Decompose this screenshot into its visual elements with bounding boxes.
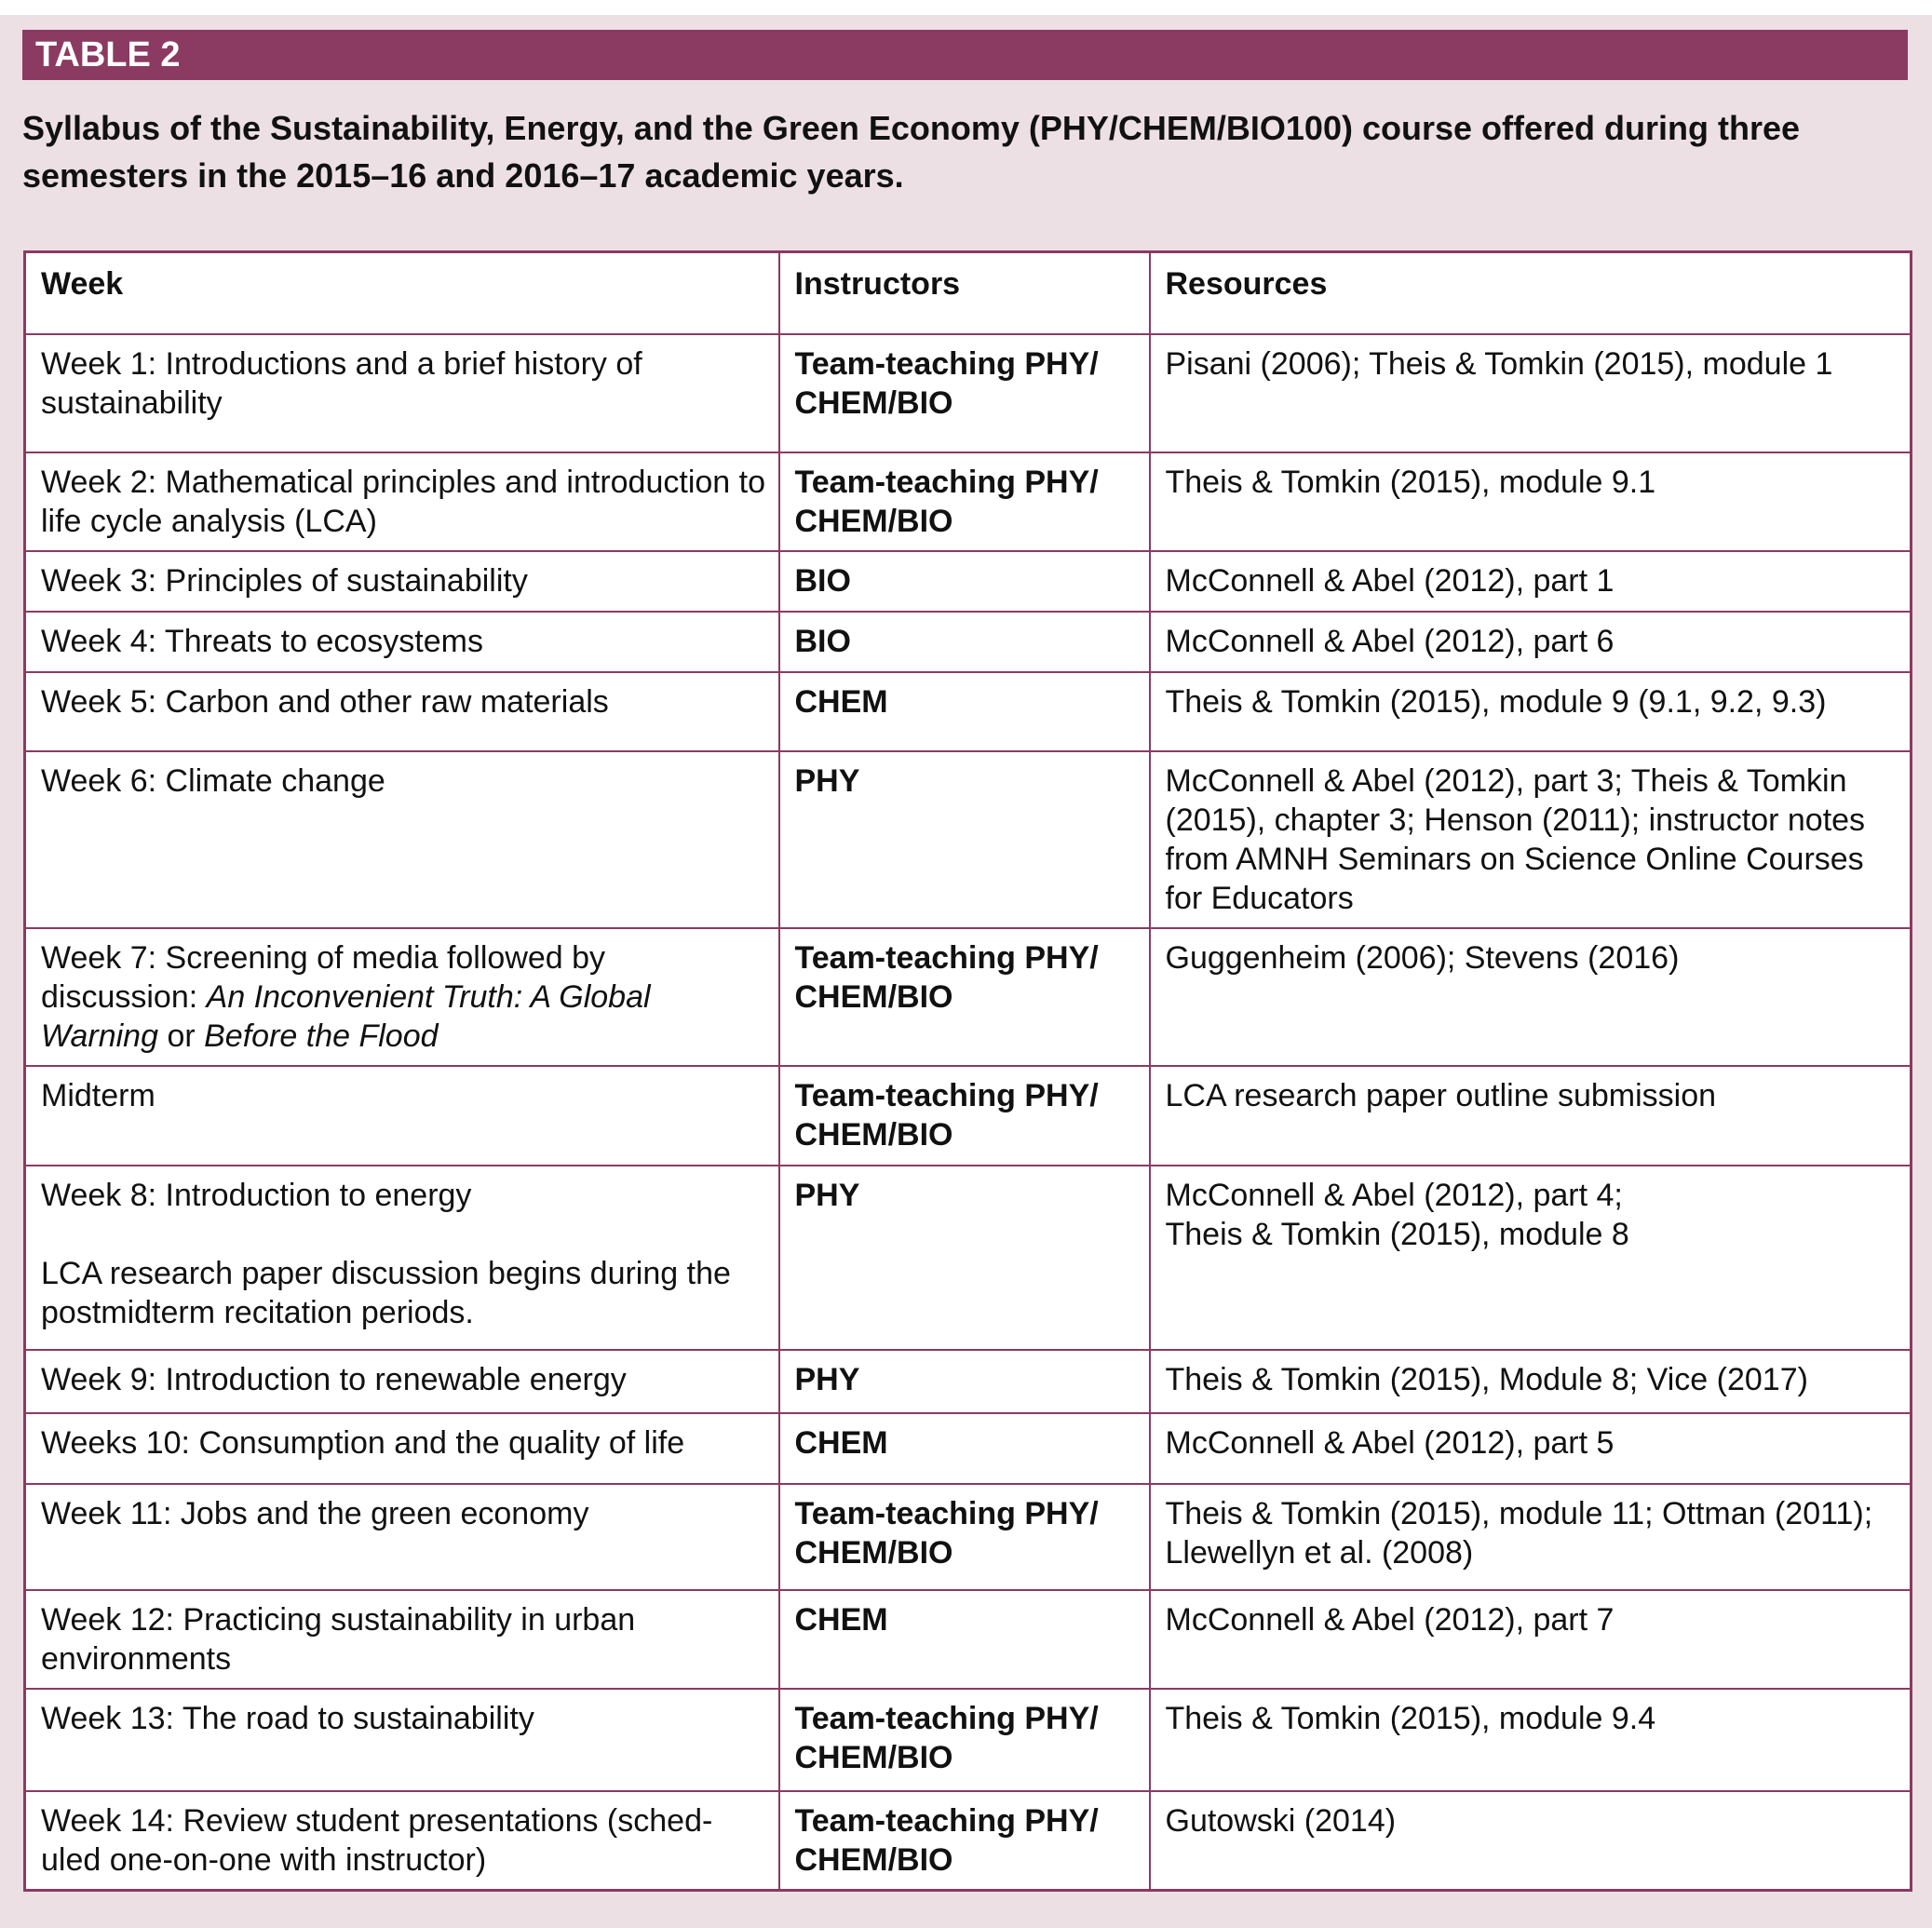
resources-cell: McConnell & Abel (2012), part 4; Theis & Tomkin (2015), module 8: [1150, 1166, 1912, 1350]
resources-cell: McConnell & Abel (2012), part 5: [1150, 1413, 1912, 1484]
resources-cell: Guggenheim (2006); Stevens (2016): [1150, 928, 1912, 1066]
table-row: [25, 612, 1912, 672]
resources-cell: Gutowski (2014): [1150, 1791, 1912, 1891]
table-row: [25, 751, 1912, 928]
week-cell: Week 9: Introduction to renewable energy: [25, 1350, 779, 1413]
week-cell: Week 3: Principles of sustainability: [25, 551, 779, 612]
week-cell: Week 12: Practicing sustainability in urban environments: [25, 1590, 779, 1689]
table-row: [25, 1350, 1912, 1413]
instructors-cell: Team-teaching PHY/ CHEM/BIO: [779, 1689, 1150, 1791]
table-row: [25, 1689, 1912, 1791]
table-row: [25, 551, 1912, 612]
table-row: [25, 1413, 1912, 1484]
instructors-cell: PHY: [779, 751, 1150, 928]
resources-cell: Theis & Tomkin (2015), module 9.4: [1150, 1689, 1912, 1791]
week-cell: Midterm: [25, 1066, 779, 1166]
table-caption: Syllabus of the Sustainability, Energy, and the Green Economy (PHY/CHEM/BIO100) course offered during three semesters in the 2015–16 and 2016–17 academic years.: [22, 109, 1801, 195]
resources-cell: McConnell & Abel (2012), part 3; Theis & Tomkin (2015), chapter 3; Henson (2011); instructor notes from AMNH Seminars on Science Online Courses for Educators: [1150, 751, 1912, 928]
resources-cell: Theis & Tomkin (2015), module 9.1: [1150, 452, 1912, 551]
week-cell: Week 11: Jobs and the green economy: [25, 1484, 779, 1590]
syllabus-table: [23, 250, 1912, 1892]
instructors-cell: BIO: [779, 551, 1150, 612]
week-cell: Weeks 10: Consumption and the quality of life: [25, 1413, 779, 1484]
instructors-cell: Team-teaching PHY/ CHEM/BIO: [779, 1484, 1150, 1590]
resources-cell: LCA research paper outline submission: [1150, 1066, 1912, 1166]
table-row: [25, 1066, 1912, 1166]
week-cell: Week 2: Mathematical principles and introduction to life cycle analysis (LCA): [25, 452, 779, 551]
week-cell: [25, 928, 779, 1066]
week-cell: Week 8: Introduction to energy LCA research paper discussion begins during the postmidterm recitation periods.: [25, 1166, 779, 1350]
resources-cell: Pisani (2006); Theis & Tomkin (2015), module 1: [1150, 334, 1912, 452]
instructors-cell: Team-teaching PHY/ CHEM/BIO: [779, 334, 1150, 452]
table-row: [25, 1484, 1912, 1590]
resources-cell: Theis & Tomkin (2015), Module 8; Vice (2017): [1150, 1350, 1912, 1413]
header-instructors: Instructors: [779, 252, 1150, 335]
table-row: [25, 452, 1912, 551]
resources-cell: McConnell & Abel (2012), part 1: [1150, 551, 1912, 612]
table-label: TABLE 2: [22, 30, 1908, 80]
instructors-cell: Team-teaching PHY/ CHEM/BIO: [779, 1791, 1150, 1891]
week-cell: Week 14: Review student presentations (sched-uled one-on-one with instructor): [25, 1791, 779, 1891]
header-row: [25, 252, 1912, 335]
week-cell: Week 13: The road to sustainability: [25, 1689, 779, 1791]
instructors-cell: PHY: [779, 1166, 1150, 1350]
week-text: or: [158, 1018, 205, 1054]
week-text: Week 7: Screening of media followed by discussion:: [41, 940, 606, 1015]
week-cell: Week 4: Threats to ecosystems: [25, 612, 779, 672]
resources-cell: Theis & Tomkin (2015), module 9 (9.1, 9.2, 9.3): [1150, 672, 1912, 751]
week-cell: Week 5: Carbon and other raw materials: [25, 672, 779, 751]
table-row: [25, 928, 1912, 1066]
resources-cell: Theis & Tomkin (2015), module 11; Ottman (2011); Llewellyn et al. (2008): [1150, 1484, 1912, 1590]
instructors-cell: PHY: [779, 1350, 1150, 1413]
instructors-cell: CHEM: [779, 1413, 1150, 1484]
week-cell: Week 1: Introductions and a brief history of sustainability: [25, 334, 779, 452]
instructors-cell: CHEM: [779, 672, 1150, 751]
instructors-cell: Team-teaching PHY/ CHEM/BIO: [779, 928, 1150, 1066]
media-title: An Inconvenient Truth: A Global Warning: [41, 979, 651, 1054]
instructors-cell: CHEM: [779, 1590, 1150, 1689]
resources-cell: McConnell & Abel (2012), part 6: [1150, 612, 1912, 672]
table-row: [25, 672, 1912, 751]
table-row: [25, 1791, 1912, 1891]
instructors-cell: BIO: [779, 612, 1150, 672]
media-title: Before the Flood: [204, 1018, 439, 1054]
resources-cell: McConnell & Abel (2012), part 7: [1150, 1590, 1912, 1689]
instructors-cell: Team-teaching PHY/ CHEM/BIO: [779, 1066, 1150, 1166]
header-week: Week: [25, 252, 779, 335]
week-cell: Week 6: Climate change: [25, 751, 779, 928]
instructors-cell: Team-teaching PHY/ CHEM/BIO: [779, 452, 1150, 551]
table-row: [25, 1590, 1912, 1689]
table-row: [25, 334, 1912, 452]
table-row: [25, 1166, 1912, 1350]
header-resources: Resources: [1150, 252, 1912, 335]
